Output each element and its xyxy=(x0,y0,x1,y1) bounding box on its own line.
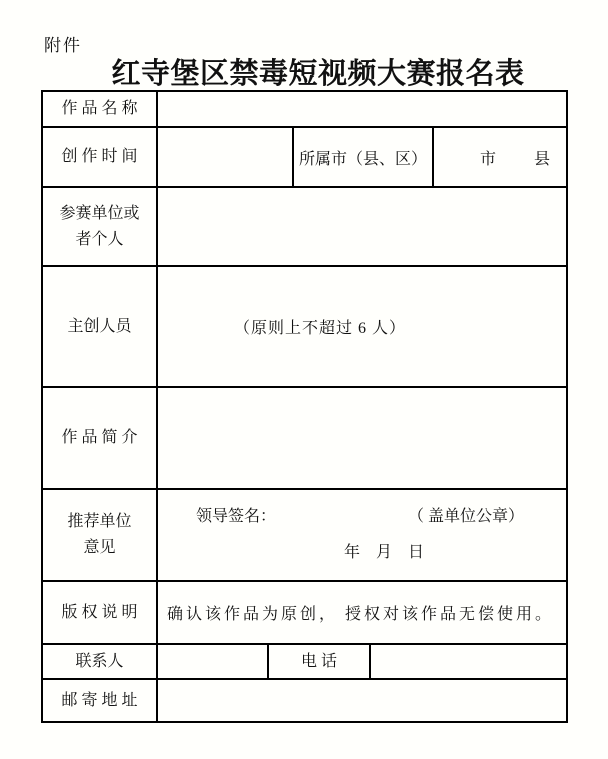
region-value-cell[interactable] xyxy=(433,127,567,187)
row-work-name xyxy=(42,91,567,127)
creators-label-cell xyxy=(42,266,157,387)
creators-label: 主创人员 xyxy=(67,317,132,335)
work-name-input-cell[interactable] xyxy=(157,91,567,127)
row-contact xyxy=(42,644,567,679)
phone-label: 电话 xyxy=(300,652,341,670)
copyright-statement-cell xyxy=(157,581,567,644)
phone-label-cell xyxy=(268,644,370,679)
leader-sign-line xyxy=(158,506,566,528)
address-input-cell[interactable] xyxy=(157,679,567,722)
row-creators xyxy=(42,266,567,387)
row-creation-time xyxy=(42,127,567,187)
contact-label-cell xyxy=(42,644,157,679)
recommendation-content-cell[interactable] xyxy=(157,489,567,581)
intro-label-cell xyxy=(42,387,157,489)
date-line: 年 月 日 xyxy=(344,544,425,561)
recommendation-label-line2: 意见 xyxy=(83,539,116,556)
region-value: 市 县 xyxy=(480,150,553,168)
leader-sign-label: 领导签名： xyxy=(196,508,277,525)
row-entrant xyxy=(42,187,567,266)
recommendation-label-line1: 推荐单位 xyxy=(67,513,132,530)
intro-label: 作品简介 xyxy=(61,429,142,446)
row-address xyxy=(42,679,567,722)
creation-time-label-cell xyxy=(42,127,157,187)
copyright-statement: 确认该作品为原创， 授权对该作品无偿使用。 xyxy=(167,606,555,623)
intro-input-cell[interactable] xyxy=(157,387,567,489)
seal-note: （ 盖单位公章） xyxy=(408,508,525,525)
copyright-label: 版权说明 xyxy=(61,603,142,621)
entrant-label-line2: 者个人 xyxy=(75,230,124,248)
region-label: 所属市（县、区） xyxy=(298,150,427,168)
work-name-label-cell xyxy=(42,91,157,127)
row-recommendation xyxy=(42,489,567,581)
creators-note: （原则上不超过 6 人） xyxy=(234,320,407,337)
work-name-label: 作品名称 xyxy=(61,100,142,117)
attachment-label: 附件 xyxy=(44,36,82,55)
copyright-label-cell xyxy=(42,581,157,644)
recommendation-label-cell xyxy=(42,489,157,581)
page-title: 红寺堡区禁毒短视频大赛报名表 xyxy=(111,58,525,90)
address-label: 邮寄地址 xyxy=(61,691,142,709)
entrant-label-cell xyxy=(42,187,157,266)
row-intro xyxy=(42,387,567,489)
contact-label: 联系人 xyxy=(75,652,124,670)
phone-input-cell[interactable] xyxy=(370,644,567,679)
region-label-cell xyxy=(293,127,433,187)
row-copyright xyxy=(42,581,567,644)
registration-form-table xyxy=(41,90,568,723)
entrant-label-line1: 参赛单位或 xyxy=(59,204,140,222)
contact-input-cell[interactable] xyxy=(157,644,268,679)
creation-time-input-cell[interactable] xyxy=(157,127,293,187)
address-label-cell xyxy=(42,679,157,722)
entrant-input-cell[interactable] xyxy=(157,187,567,266)
creators-input-cell[interactable] xyxy=(157,266,567,387)
creation-time-label: 创作时间 xyxy=(61,148,142,165)
